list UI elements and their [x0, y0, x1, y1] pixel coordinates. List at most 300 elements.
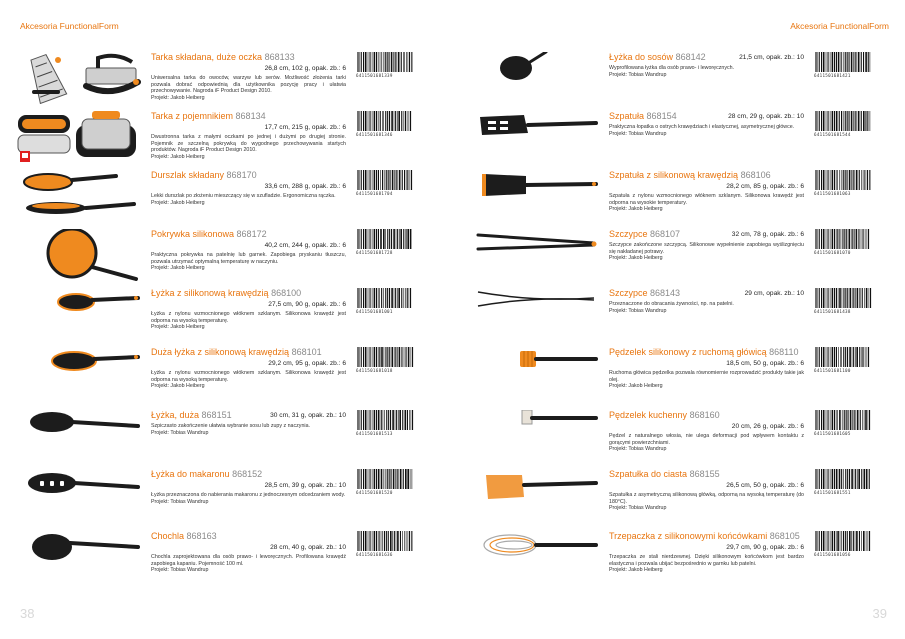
product-designer: Projekt: Jakob Heiberg	[151, 94, 205, 101]
barcode-bar	[837, 531, 839, 551]
product-specs: 32 cm, 78 g, opak. zb.: 6	[731, 231, 804, 238]
barcode-bar	[841, 229, 842, 249]
thin-tongs-icon	[474, 288, 599, 340]
barcode-bar	[830, 170, 831, 190]
barcode-bar	[823, 52, 825, 72]
barcode-bar	[386, 410, 387, 430]
sauce-spoon-icon	[474, 52, 599, 104]
left-page	[0, 0, 452, 639]
barcode-bar	[867, 170, 868, 190]
barcode-bar	[361, 111, 362, 131]
barcode-bar	[358, 347, 359, 367]
barcode-bar	[826, 469, 827, 489]
barcode-bar	[382, 170, 383, 190]
barcode-bar	[380, 52, 381, 72]
barcode-bar	[409, 52, 410, 72]
barcode-bar	[405, 111, 406, 131]
barcode-bar	[365, 347, 367, 367]
barcode-bar	[378, 111, 379, 131]
product-designer: Projekt: Jakob Heiberg	[151, 324, 205, 331]
barcode-bar	[389, 288, 390, 308]
barcode-bar	[842, 229, 843, 249]
barcode-bar	[844, 410, 845, 430]
barcode-bar	[821, 469, 822, 489]
barcode-bar	[372, 531, 373, 551]
barcode-bar	[376, 469, 377, 489]
product-item	[474, 170, 894, 226]
barcode-bar	[828, 229, 829, 249]
barcode-bar	[381, 347, 383, 367]
barcode-bar	[816, 347, 817, 367]
barcode-bar	[815, 288, 816, 308]
grater-container-icon	[16, 111, 141, 163]
barcode-bar	[358, 288, 359, 308]
barcode: 6411501681544	[814, 111, 872, 139]
barcode-bar	[857, 288, 859, 308]
pasta-server-icon	[16, 469, 141, 521]
barcode-bar	[856, 229, 858, 249]
barcode-bar	[358, 469, 359, 489]
barcode-bar	[843, 469, 844, 489]
barcode-bar	[376, 111, 377, 131]
barcode-bar	[372, 170, 373, 190]
product-description: Wyprofilowana łyżka dla osób prawo- i leworęcznych.	[609, 65, 735, 71]
barcode-bar	[851, 229, 852, 249]
barcode-bar	[370, 52, 371, 72]
barcode-bar	[399, 229, 400, 249]
barcode-bar	[365, 111, 367, 131]
barcode-bar	[821, 347, 822, 367]
colander-icon	[16, 170, 141, 222]
product-item	[16, 288, 436, 344]
barcode-bar	[858, 229, 859, 249]
barcode-bar	[405, 410, 407, 430]
product-name: Pędzelek silikonowy z ruchomą główicą 868110	[609, 347, 799, 357]
barcode-bar	[821, 410, 822, 430]
barcode-bar	[406, 52, 407, 72]
barcode-bar	[396, 531, 397, 551]
barcode-bar	[834, 469, 835, 489]
barcode-bar	[845, 347, 846, 367]
barcode-bar	[847, 531, 848, 551]
barcode-bar	[385, 229, 386, 249]
barcode-bar	[374, 469, 376, 489]
barcode-bar	[395, 288, 396, 308]
product-item	[16, 410, 436, 466]
barcode-bar	[411, 410, 412, 430]
barcode-bar	[404, 531, 405, 551]
product-designer: Projekt: Jakob Heiberg	[609, 567, 663, 574]
barcode-bar	[861, 229, 862, 249]
barcode-bar	[821, 229, 822, 249]
barcode-bar	[836, 531, 837, 551]
barcode-bar	[857, 469, 858, 489]
barcode-bar	[381, 469, 383, 489]
barcode-bar	[410, 111, 411, 131]
barcode-bar	[382, 111, 383, 131]
barcode-bar	[865, 52, 867, 72]
product-designer: Projekt: Tobias Wandrup	[609, 446, 667, 453]
barcode: 6411501681605	[814, 410, 872, 438]
product-name: Łyżka z silikonową krawędzią 868100	[151, 288, 302, 298]
barcode-bar	[839, 469, 841, 489]
product-specs: 28,5 cm, 39 g, opak. zb.: 10	[264, 482, 346, 489]
barcode-bar	[823, 288, 825, 308]
barcode-bar	[374, 170, 376, 190]
barcode: 6411501681520	[356, 469, 414, 497]
barcode-bar	[864, 288, 865, 308]
barcode-bar	[816, 288, 817, 308]
barcode-bar	[384, 531, 385, 551]
product-item	[16, 469, 436, 525]
barcode-bar	[841, 347, 842, 367]
barcode-bar	[372, 111, 373, 131]
barcode-bar	[399, 347, 401, 367]
barcode-bar	[409, 410, 410, 430]
barcode-bar	[828, 52, 829, 72]
barcode-bar	[826, 531, 827, 551]
barcode-bar	[853, 170, 854, 190]
barcode-bar	[363, 111, 364, 131]
barcode-bar	[828, 469, 829, 489]
barcode-bar	[862, 288, 863, 308]
product-name: Pędzelek kuchenny 868160	[609, 410, 720, 420]
barcode: 6411501681704	[356, 170, 414, 198]
barcode-bar	[855, 288, 856, 308]
barcode-bar	[868, 347, 869, 367]
product-item	[16, 229, 436, 285]
barcode-bar	[836, 229, 837, 249]
barcode-bar	[830, 410, 831, 430]
barcode-bar	[361, 229, 362, 249]
product-designer: Projekt: Tobias Wandrup	[609, 307, 667, 314]
barcode-bar	[845, 288, 846, 308]
barcode-bar	[393, 469, 395, 489]
barcode-bar	[368, 410, 369, 430]
silicone-brush-icon	[474, 347, 599, 399]
barcode-bar	[834, 52, 835, 72]
product-designer: Projekt: Tobias Wandrup	[609, 505, 667, 512]
barcode-bar	[391, 288, 393, 308]
product-name: Szpatułka do ciasta 868155	[609, 469, 720, 479]
barcode-bar	[374, 288, 376, 308]
barcode-bar	[834, 410, 835, 430]
barcode-bar	[400, 229, 402, 249]
barcode-bar	[365, 288, 367, 308]
product-specs: 29 cm, opak. zb.: 10	[744, 290, 804, 297]
product-item	[16, 170, 436, 226]
barcode-bar	[821, 288, 822, 308]
barcode-bar	[374, 111, 376, 131]
barcode-bar	[855, 347, 856, 367]
product-item	[474, 531, 894, 587]
barcode-bar	[357, 288, 358, 308]
barcode-bar	[826, 170, 827, 190]
barcode-bar	[383, 52, 384, 72]
barcode-bar	[379, 347, 380, 367]
barcode-bar	[842, 288, 843, 308]
barcode-bar	[869, 531, 870, 551]
barcode-bar	[852, 410, 853, 430]
barcode-bar	[864, 469, 866, 489]
barcode-bar	[858, 469, 860, 489]
barcode: 6411501681728	[356, 229, 414, 257]
barcode-bar	[863, 347, 864, 367]
barcode: 6411501681056	[814, 531, 872, 559]
barcode-bar	[392, 347, 394, 367]
product-item	[474, 469, 894, 525]
barcode-bar	[850, 410, 852, 430]
barcode-bar	[363, 52, 364, 72]
product-item	[474, 229, 894, 285]
product-specs: 28,2 cm, 85 g, opak. zb.: 6	[726, 183, 804, 190]
barcode-bar	[361, 347, 362, 367]
product-specs: 28 cm, 40 g, opak. zb.: 10	[270, 544, 346, 551]
barcode-bar	[391, 111, 393, 131]
barcode-bar	[839, 229, 840, 249]
turner-silicone-icon	[474, 170, 599, 222]
barcode-bar	[851, 531, 852, 551]
barcode-bar	[836, 52, 837, 72]
product-specs: 18,5 cm, 50 g, opak. zb.: 6	[726, 360, 804, 367]
barcode-bar	[397, 111, 398, 131]
product-designer: Projekt: Tobias Wandrup	[609, 71, 667, 78]
barcode-bar	[849, 170, 851, 190]
barcode-bar	[396, 410, 397, 430]
barcode-bar	[398, 288, 400, 308]
barcode-bar	[388, 170, 389, 190]
barcode-bar	[856, 347, 858, 367]
barcode-bar	[868, 531, 869, 551]
barcode-bar	[397, 469, 398, 489]
barcode-bar	[374, 410, 376, 430]
barcode-bar	[397, 52, 398, 72]
barcode-bar	[400, 531, 401, 551]
barcode-bar	[383, 410, 384, 430]
barcode-bar	[836, 288, 837, 308]
barcode-bar	[385, 111, 386, 131]
barcode-bar	[854, 469, 855, 489]
barcode-bar	[378, 410, 380, 430]
barcode-bar	[403, 52, 404, 72]
barcode-bar	[856, 531, 858, 551]
barcode-bar	[397, 229, 398, 249]
barcode-bar	[816, 111, 817, 131]
barcode-bar	[372, 288, 373, 308]
barcode-bar	[832, 531, 834, 551]
barcode-bar	[852, 347, 853, 367]
barcode-bar	[370, 170, 371, 190]
barcode-bar	[358, 52, 359, 72]
barcode-bar	[365, 52, 367, 72]
barcode: 6411501681001	[356, 288, 414, 316]
barcode-bar	[398, 111, 400, 131]
barcode-bar	[376, 288, 377, 308]
barcode-bar	[387, 288, 388, 308]
barcode-bar	[837, 170, 838, 190]
product-description: Ruchoma główica pędzelka pozwala równomiernie rozprowadzić produkty takie jak olej.	[609, 370, 804, 383]
barcode-bar	[395, 469, 396, 489]
product-name: Tarka składana, duże oczka 868133	[151, 52, 295, 62]
barcode-bar	[830, 229, 831, 249]
product-specs: 28 cm, 29 g, opak. zb.: 10	[728, 113, 804, 120]
barcode-bar	[357, 52, 358, 72]
product-designer: Projekt: Tobias Wandrup	[609, 130, 667, 137]
barcode-bar	[410, 469, 411, 489]
barcode-bar	[856, 170, 858, 190]
barcode-bar	[387, 469, 388, 489]
barcode-bar	[843, 170, 844, 190]
barcode-bar	[358, 531, 359, 551]
barcode-bar	[867, 347, 868, 367]
barcode: 6411501681070	[814, 229, 872, 257]
barcode-bar	[843, 288, 844, 308]
barcode-bar	[869, 288, 870, 308]
barcode-bar	[407, 229, 409, 249]
barcode: 6411501681346	[356, 111, 414, 139]
barcode-bar	[393, 229, 395, 249]
barcode-bar	[815, 469, 816, 489]
ladle-icon	[16, 531, 141, 583]
barcode-bar	[398, 410, 399, 430]
product-designer: Projekt: Jakob Heiberg	[151, 199, 205, 206]
barcode-bar	[370, 469, 371, 489]
barcode-bar	[836, 170, 837, 190]
barcode-bar	[849, 347, 851, 367]
product-name: Szpatuła z silikonową krawędzią 868106	[609, 170, 771, 180]
barcode-bar	[849, 469, 850, 489]
barcode-bar	[384, 469, 385, 489]
barcode-bar	[412, 347, 413, 367]
barcode-bar	[849, 229, 851, 249]
barcode-bar	[816, 410, 817, 430]
barcode-bar	[830, 469, 831, 489]
barcode-bar	[826, 288, 827, 308]
barcode-bar	[857, 52, 858, 72]
barcode-bar	[851, 52, 853, 72]
barcode-bar	[385, 347, 386, 367]
barcode-bar	[861, 170, 862, 190]
barcode-bar	[382, 531, 383, 551]
barcode-bar	[832, 229, 834, 249]
barcode-bar	[823, 469, 825, 489]
barcode-bar	[868, 410, 869, 430]
barcode-bar	[847, 170, 848, 190]
barcode: 6411501681421	[814, 52, 872, 80]
barcode-bar	[385, 288, 386, 308]
barcode-bar	[408, 52, 409, 72]
product-name: Durszlak składany 868170	[151, 170, 257, 180]
barcode-bar	[855, 469, 856, 489]
barcode-bar	[828, 531, 829, 551]
product-description: Szpatułka z asymetryczną silikonową główką, odporną na wysoką temperaturę (do 180°C).	[609, 492, 804, 505]
barcode-bar	[388, 410, 389, 430]
barcode-bar	[861, 531, 862, 551]
barcode-bar	[363, 531, 364, 551]
barcode-bar	[374, 229, 376, 249]
barcode-bar	[865, 229, 866, 249]
barcode-bar	[406, 229, 407, 249]
barcode-bar	[855, 531, 856, 551]
barcode-bar	[409, 111, 410, 131]
barcode-bar	[864, 410, 865, 430]
barcode-bar	[376, 52, 377, 72]
barcode-bar	[392, 531, 393, 551]
barcode-bar	[405, 469, 407, 489]
barcode-bar	[378, 531, 379, 551]
barcode-bar	[868, 229, 869, 249]
barcode-bar	[826, 111, 827, 131]
barcode-bar	[361, 531, 362, 551]
barcode-bar	[372, 229, 373, 249]
barcode-bar	[866, 531, 867, 551]
product-description: Szpatuła z nylonu wzmocnionego włóknem szklanym. Silikonowa krawędź jest odporna na wysokie temperatury.	[609, 193, 804, 206]
barcode-bar	[815, 347, 816, 367]
barcode-bar	[389, 229, 390, 249]
barcode-bar	[856, 410, 857, 430]
barcode-bar	[398, 170, 399, 190]
barcode-bar	[395, 52, 396, 72]
barcode-bar	[368, 111, 369, 131]
barcode-bar	[407, 170, 408, 190]
barcode-bar	[368, 288, 369, 308]
barcode-bar	[394, 170, 395, 190]
barcode-bar	[401, 52, 402, 72]
barcode-bar	[408, 531, 409, 551]
barcode-bar	[852, 229, 853, 249]
product-item	[16, 347, 436, 403]
barcode-bar	[823, 170, 825, 190]
barcode-bar	[861, 111, 862, 131]
barcode-bar	[816, 229, 817, 249]
barcode-bar	[403, 469, 404, 489]
barcode-bar	[849, 111, 850, 131]
barcode-bar	[834, 229, 835, 249]
barcode-bar	[823, 229, 825, 249]
barcode-bar	[365, 229, 367, 249]
barcode-bar	[859, 170, 860, 190]
barcode-bar	[815, 111, 816, 131]
barcode-bar	[849, 531, 851, 551]
product-item	[474, 52, 894, 108]
barcode: 6411501681513	[356, 410, 414, 438]
barcode-bar	[378, 347, 379, 367]
product-designer: Projekt: Tobias Wandrup	[151, 429, 209, 436]
barcode-bar	[839, 111, 840, 131]
product-name: Szczypce 868107	[609, 229, 681, 239]
barcode-bar	[368, 469, 369, 489]
barcode-bar	[826, 52, 827, 72]
barcode-bar	[821, 170, 822, 190]
barcode-bar	[368, 347, 369, 367]
barcode-bar	[863, 170, 864, 190]
pastry-brush-icon	[474, 410, 599, 462]
barcode-bar	[832, 469, 834, 489]
barcode-bar	[372, 347, 373, 367]
barcode-bar	[365, 469, 367, 489]
barcode-bar	[843, 531, 844, 551]
barcode-bar	[391, 52, 393, 72]
tongs-icon	[474, 229, 599, 281]
barcode: 6411501681100	[814, 347, 872, 375]
barcode-bar	[870, 288, 871, 308]
barcode-bar	[837, 229, 838, 249]
barcode-bar	[844, 229, 845, 249]
barcode-bar	[816, 531, 817, 551]
barcode-bar	[395, 410, 396, 430]
slotted-turner-icon	[474, 111, 599, 163]
product-description: Chochla zaprojektowana dla osób prawo- i leworęcznych. Profilowana krawędź zapobiega kapaniu. Pojemność 100 ml.	[151, 554, 346, 567]
